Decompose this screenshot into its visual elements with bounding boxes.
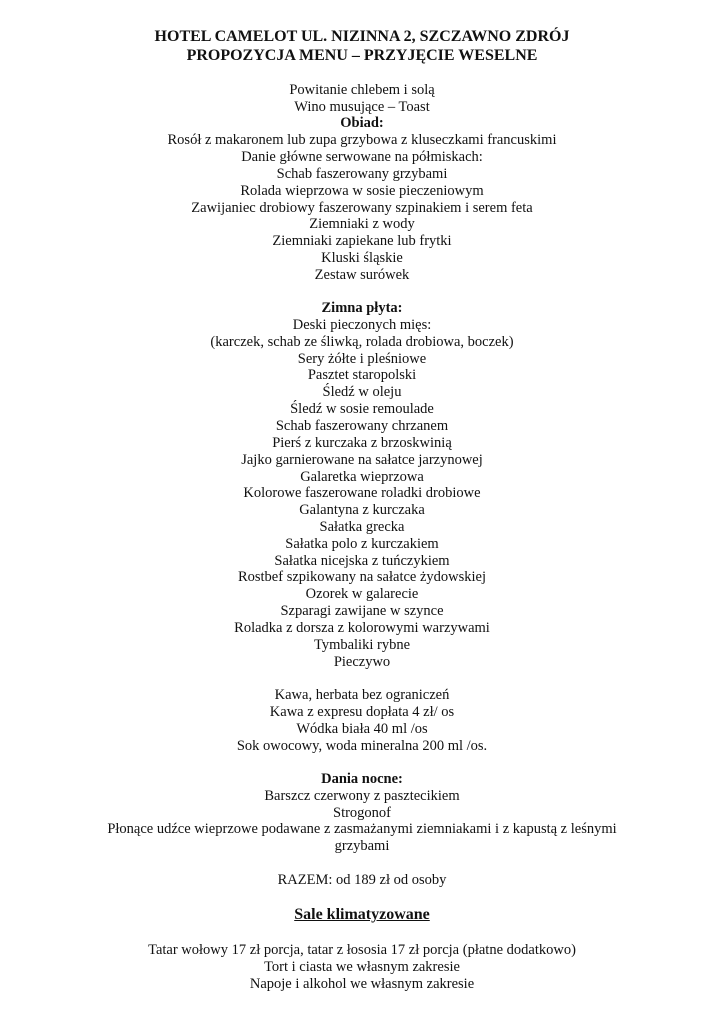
- obiad-item: Ziemniaki z wody: [309, 216, 415, 232]
- menu-title: PROPOZYCJA MENU – PRZYJĘCIE WESELNE: [186, 47, 538, 64]
- nocne-item: Strogonof: [333, 805, 391, 821]
- zimna-item: Sery żółte i pleśniowe: [297, 351, 427, 367]
- zimna-item: (karczek, schab ze śliwką, rolada drobiowa, boczek): [210, 334, 514, 350]
- zimna-item: Pasztet staropolski: [307, 367, 417, 383]
- obiad-item: Schab faszerowany grzybami: [276, 166, 448, 182]
- zimna-item: Kolorowe faszerowane roladki drobiowe: [243, 485, 481, 501]
- nocne-item: grzybami: [334, 838, 390, 854]
- zimna-item: Sałatka nicejska z tuńczykiem: [274, 553, 450, 569]
- obiad-item: Ziemniaki zapiekane lub frytki: [272, 233, 452, 249]
- obiad-item: Danie główne serwowane na półmiskach:: [241, 149, 483, 165]
- zimna-item: Roladka z dorsza z kolorowymi warzywami: [234, 620, 490, 636]
- napoje-item: Kawa z expresu dopłata 4 zł/ os: [269, 704, 455, 720]
- zimna-item: Jajko garnierowane na sałatce jarzynowej: [241, 452, 483, 468]
- zimna-item: Ozorek w galarecie: [305, 586, 419, 602]
- price-total: RAZEM: od 189 zł od osoby: [277, 872, 447, 888]
- obiad-item: Rosół z makaronem lub zupa grzybowa z kluseczkami francuskimi: [167, 132, 557, 148]
- zimna-item: Pierś z kurczaka z brzoskwinią: [272, 435, 452, 451]
- zimna-title: Zimna płyta:: [321, 300, 403, 316]
- zimna-item: Schab faszerowany chrzanem: [275, 418, 449, 434]
- extras-item: Tatar wołowy 17 zł porcja, tatar z łososia 17 zł porcja (płatne dodatkowo): [148, 942, 576, 958]
- zimna-item: Sałatka grecka: [319, 519, 405, 535]
- sale-heading: Sale klimatyzowane: [294, 906, 430, 923]
- zimna-item: Sałatka polo z kurczakiem: [285, 536, 439, 552]
- zimna-item: Rostbef szpikowany na sałatce żydowskiej: [237, 569, 487, 585]
- zimna-item: Szparagi zawijane w szynce: [280, 603, 444, 619]
- zimna-item: Deski pieczonych mięs:: [292, 317, 432, 333]
- extras-item: Tort i ciasta we własnym zakresie: [264, 959, 460, 975]
- napoje-item: Wódka biała 40 ml /os: [296, 721, 428, 737]
- hotel-header: HOTEL CAMELOT UL. NIZINNA 2, SZCZAWNO ZDRÓJ: [154, 28, 570, 45]
- extras-item: Napoje i alkohol we własnym zakresie: [249, 976, 475, 992]
- obiad-item: Zestaw surówek: [314, 267, 410, 283]
- obiad-title: Obiad:: [340, 115, 384, 131]
- nocne-item: Barszcz czerwony z pasztecikiem: [264, 788, 460, 804]
- zimna-item: Śledź w oleju: [322, 384, 402, 400]
- zimna-item: Tymbaliki rybne: [313, 637, 411, 653]
- napoje-item: Kawa, herbata bez ograniczeń: [274, 687, 450, 703]
- zimna-item: Galaretka wieprzowa: [300, 469, 424, 485]
- welcome-line: Wino musujące – Toast: [294, 99, 430, 115]
- napoje-item: Sok owocowy, woda mineralna 200 ml /os.: [236, 738, 488, 754]
- obiad-item: Kluski śląskie: [321, 250, 403, 266]
- obiad-item: Zawijaniec drobiowy faszerowany szpinakiem i serem feta: [191, 200, 533, 216]
- zimna-item: Galantyna z kurczaka: [299, 502, 425, 518]
- zimna-item: Śledź w sosie remoulade: [290, 401, 434, 417]
- nocne-item: Płonące udźce wieprzowe podawane z zasmażanymi ziemniakami i z kapustą z leśnymi: [107, 821, 617, 837]
- zimna-item: Pieczywo: [333, 654, 391, 670]
- welcome-line: Powitanie chlebem i solą: [289, 82, 435, 98]
- obiad-item: Rolada wieprzowa w sosie pieczeniowym: [240, 183, 484, 199]
- nocne-title: Dania nocne:: [321, 771, 403, 787]
